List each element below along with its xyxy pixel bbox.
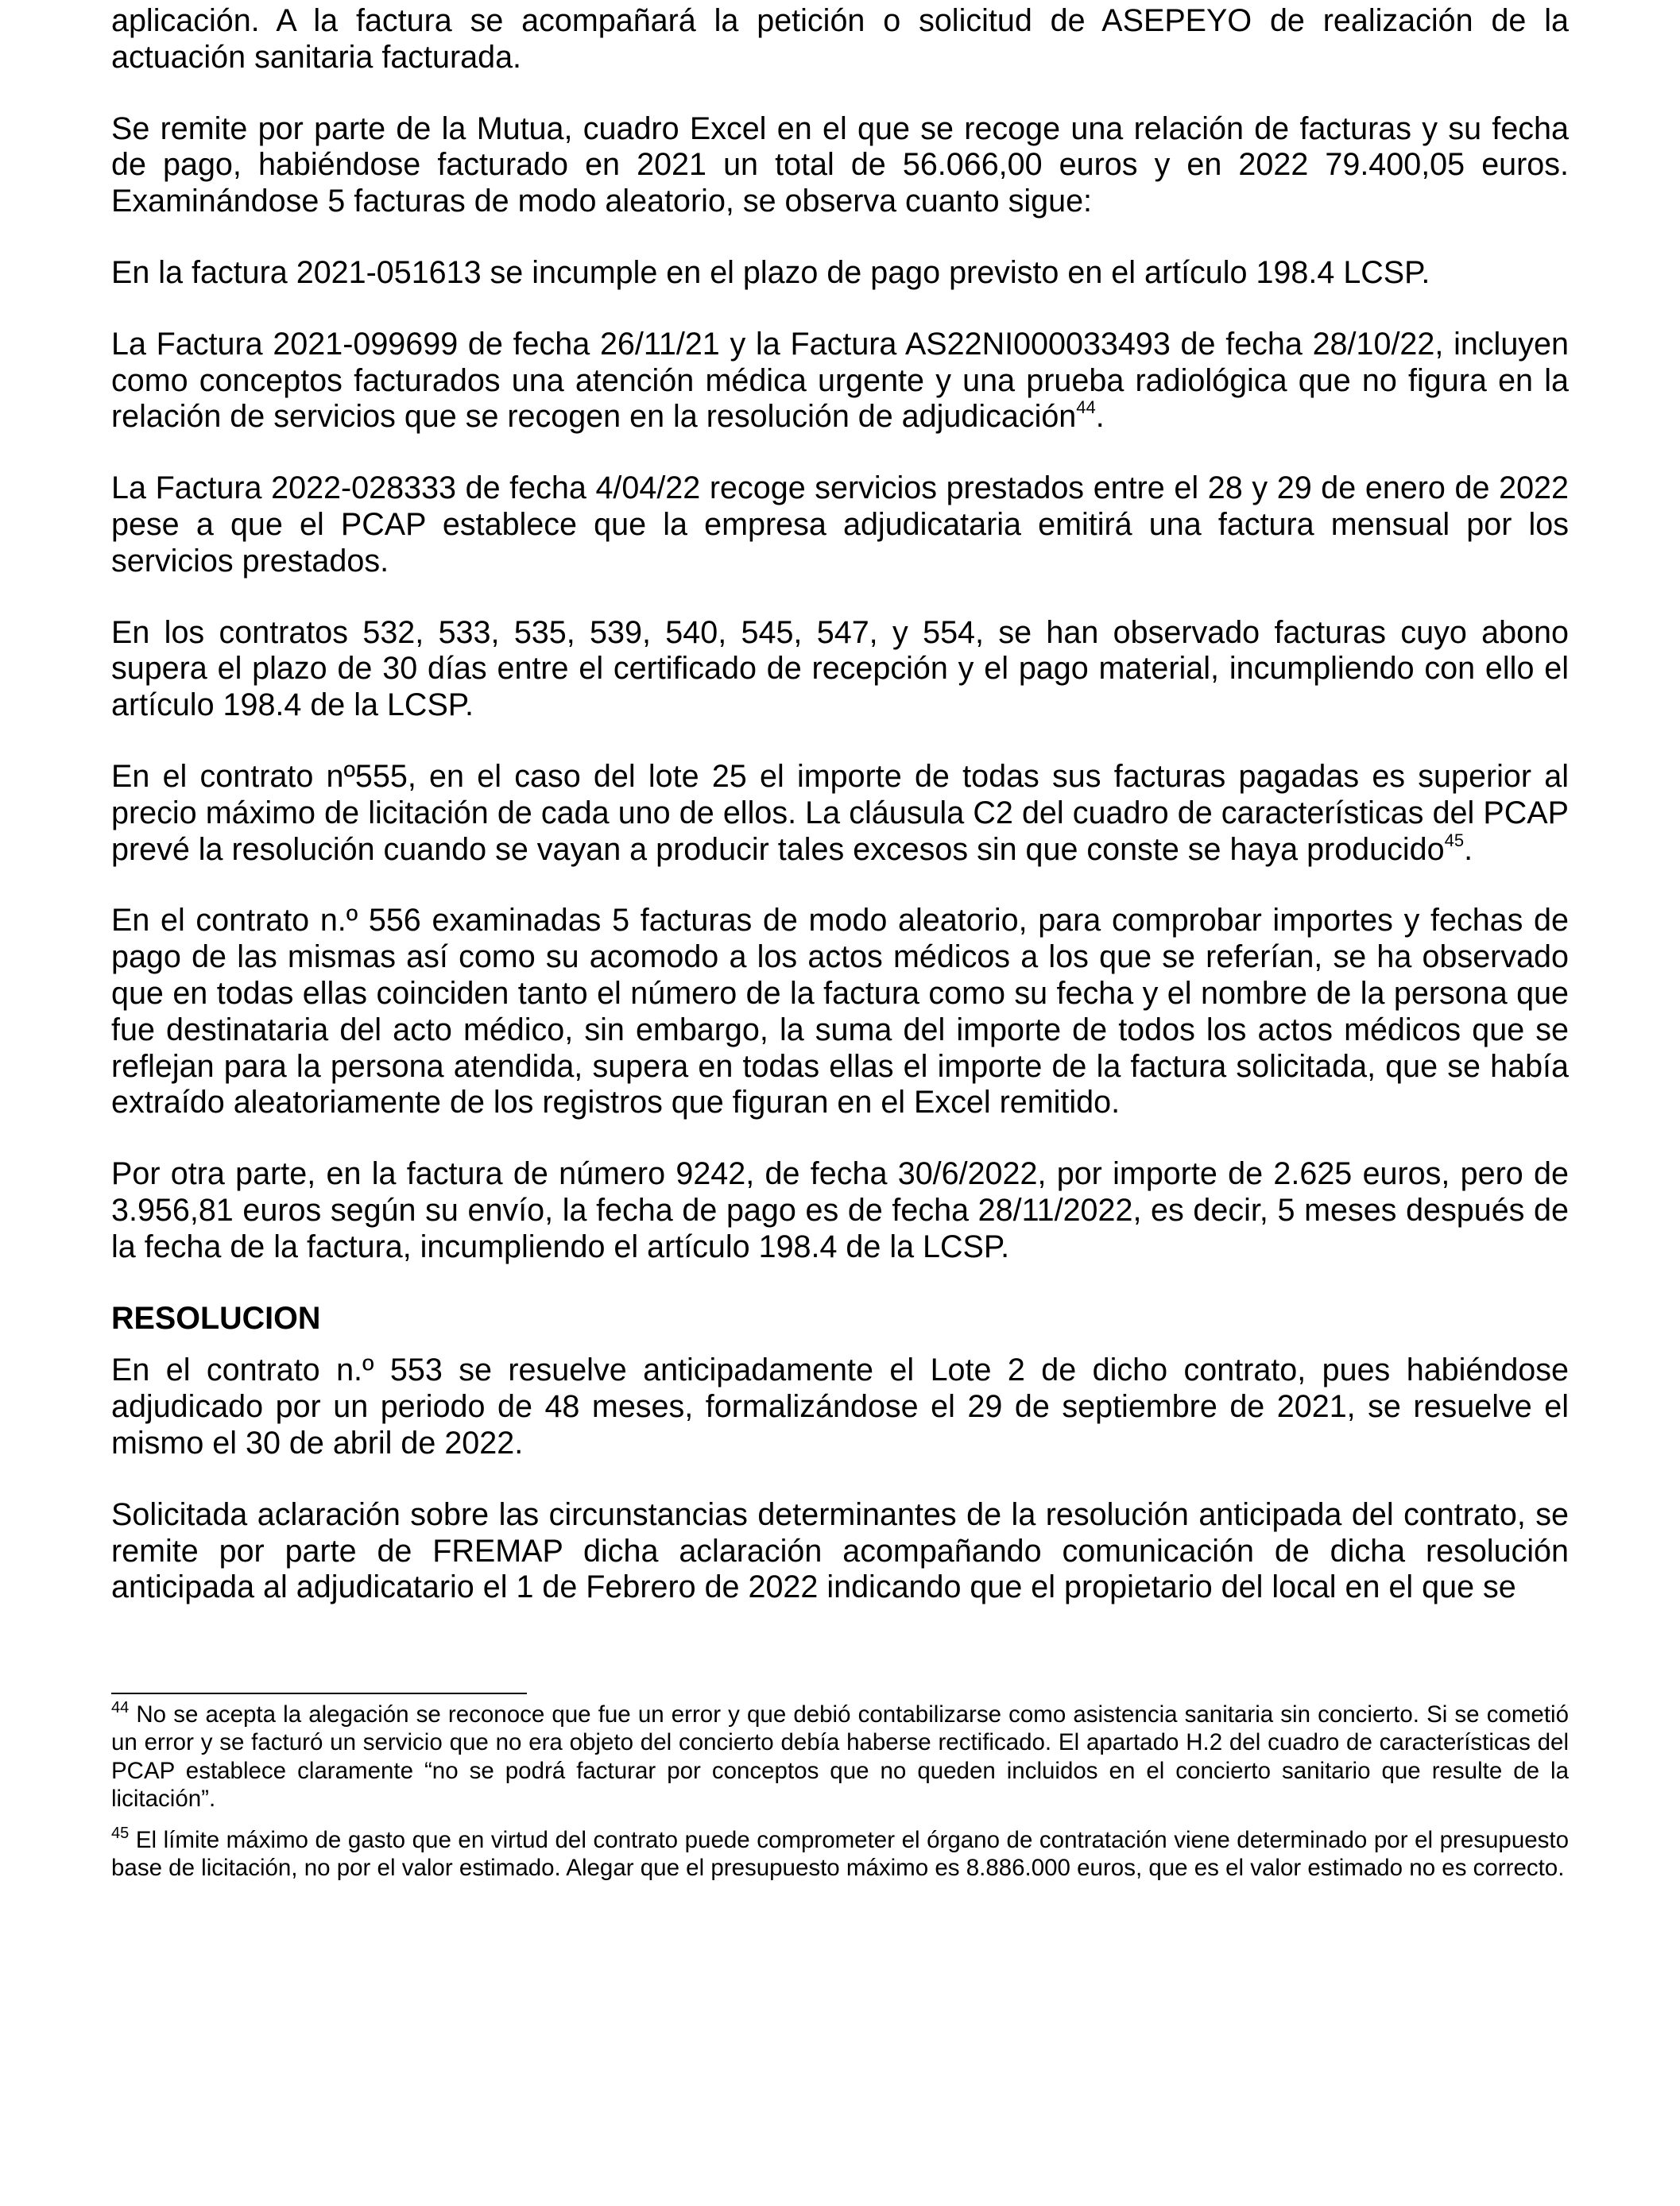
footnote-separator [111,1693,527,1694]
footnote-45 [111,1826,1569,1883]
paragraph: La Factura 2022-028333 de fecha 4/04/22 recoge servicios prestados entre el 28 y 29 de enero de 2022 pese a que el PCAP establece que la empresa adjudicataria emitirá una factura mensual por los servicios prestados. [111,470,1569,579]
paragraph: Solicitada aclaración sobre las circunstancias determinantes de la resolución anticipada del contrato, se remite por parte de FREMAP dicha aclaración acompañando comunicación de dicha resolución anticipada al adjudicatario el 1 de Febrero de 2022 indicando que el propietario del local en el que se [111,1496,1569,1605]
section-heading: RESOLUCION [111,1300,321,1336]
paragraph: aplicación. A la factura se acompañará la petición o solicitud de ASEPEYO de realización de la actuación sanitaria facturada. [111,3,1569,75]
paragraph-tail: . [1464,831,1473,867]
paragraph-with-footnote-45 [111,759,1569,868]
footnote-number: 45 [111,1824,130,1842]
footnote-text: El límite máximo de gasto que en virtud del contrato puede comprometer el órgano de contratación viene determinado por el presupuesto base de licitación, no por el valor estimado. Alegar que el presupuesto máximo es 8.886.000 euros, que es el valor estimado no es correcto. [111,1826,1569,1882]
footnote-text: No se acepta la alegación se reconoce que fue un error y que debió contabilizarse como asistencia sanitaria sin concierto. Si se cometió un error y se facturó un servicio que no era objeto del concierto debía haberse rectificado. El apartado H.2 del cuadro de características del PCAP establece claramente “no se podrá facturar por conceptos que no queden incluidos en el concierto sanitario que resulte de la licitación”. [111,1701,1569,1813]
paragraph: En los contratos 532, 533, 535, 539, 540, 545, 547, y 554, se han observado facturas cuyo abono supera el plazo de 30 días entre el certificado de recepción y el pago material, incumpliendo con ello el artículo 198.4 de la LCSP. [111,614,1569,723]
paragraph-tail: . [1095,399,1105,435]
footnote-ref-45[interactable]: 45 [1444,830,1465,850]
paragraph-text: La Factura 2021-099699 de fecha 26/11/21 y la Factura AS22NI000033493 de fecha 28/10/22, incluyen como conceptos facturados una atención médica urgente y una prueba radiológica que no figura en la relación de servicios que se recogen en la resolución de adjudicación [111,326,1569,435]
footnote-44 [111,1701,1569,1813]
document-page [111,0,1569,1641]
paragraph-with-footnote-44 [111,327,1569,435]
footnotes [111,1701,1569,1894]
paragraph: Se remite por parte de la Mutua, cuadro Excel en el que se recoge una relación de facturas y su fecha de pago, habiéndose facturado en 2021 un total de 56.066,00 euros y en 2022 79.400,05 euros. Examinándose 5 facturas de modo aleatorio, se observa cuanto sigue: [111,110,1569,219]
footnote-ref-44[interactable]: 44 [1076,397,1096,418]
paragraph: En el contrato n.º 553 se resuelve anticipadamente el Lote 2 de dicho contrato, pues habiéndose adjudicado por un periodo de 48 meses, formalizándose el 29 de septiembre de 2021, se resuelve el mismo el 30 de abril de 2022. [111,1353,1569,1461]
paragraph: En la factura 2021-051613 se incumple en el plazo de pago previsto en el artículo 198.4 LCSP. [111,254,1430,290]
paragraph: Por otra parte, en la factura de número 9242, de fecha 30/6/2022, por importe de 2.625 euros, pero de 3.956,81 euros según su envío, la fecha de pago es de fecha 28/11/2022, es decir, 5 meses después de la fecha de la factura, incumpliendo el artículo 198.4 de la LCSP. [111,1156,1569,1264]
paragraph-text: En el contrato nº555, en el caso del lote 25 el importe de todas sus facturas pagadas es superior al precio máximo de licitación de cada uno de ellos. La cláusula C2 del cuadro de características del PCAP prevé la resolución cuando se vayan a producir tales excesos sin que conste se haya producido [111,758,1569,867]
footnote-number: 44 [111,1699,130,1716]
paragraph: En el contrato n.º 556 examinadas 5 facturas de modo aleatorio, para comprobar importes y fechas de pago de las mismas así como su acomodo a los actos médicos a los que se referían, se ha observado que en todas ellas coinciden tanto el número de la factura como su fecha y el nombre de la persona que fue destinataria del acto médico, sin embargo, la suma del importe de todos los actos médicos que se reflejan para la persona atendida, supera en todas ellas el importe de la factura solicitada, que se había extraído aleatoriamente de los registros que figuran en el Excel remitido. [111,903,1569,1120]
